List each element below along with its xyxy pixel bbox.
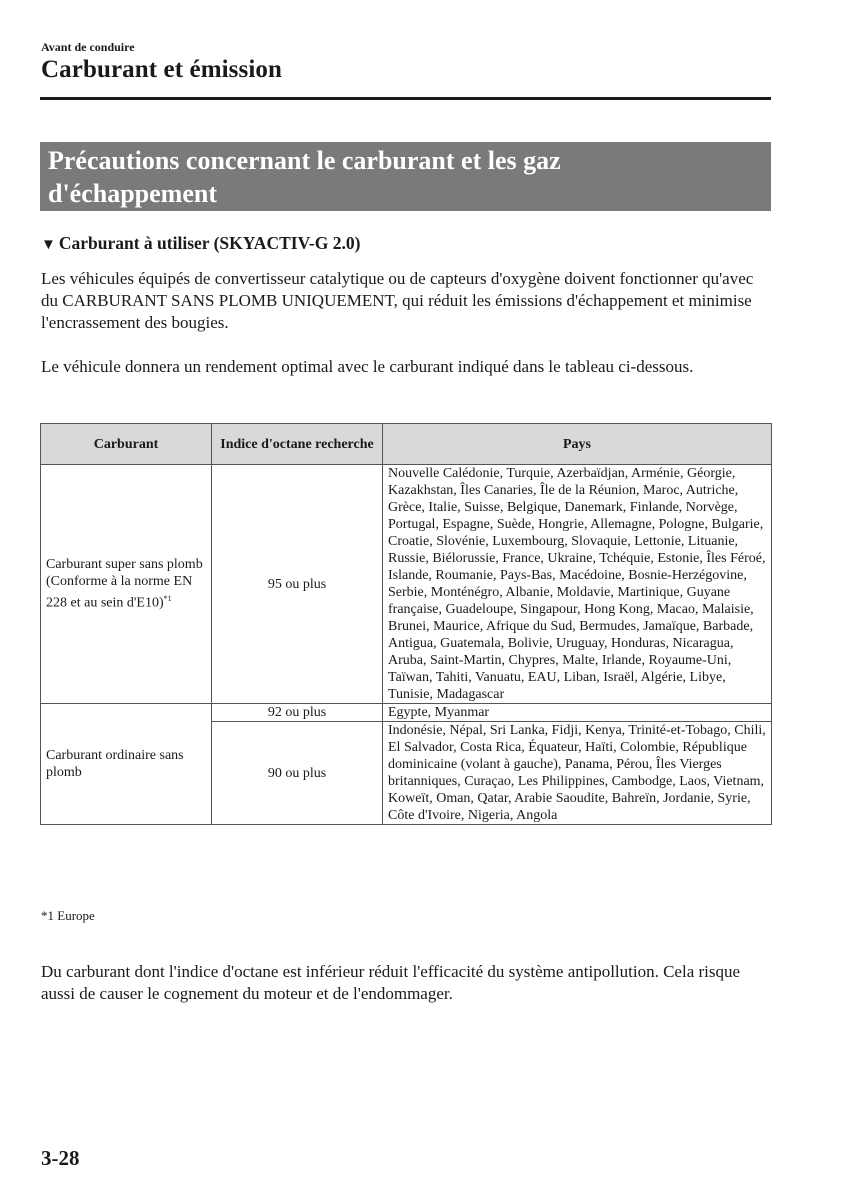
table-row: [41, 465, 772, 704]
header-fuel: Carburant: [41, 424, 212, 465]
chapter-label: Avant de conduire: [41, 40, 135, 54]
fuel-name-super: Carburant super sans plomb (Conforme à la norme EN 228 et au sein d'E10): [46, 557, 203, 611]
banner-title-line2: d'échappement: [48, 179, 217, 208]
table-header-row: [41, 424, 772, 465]
countries-cell-90: Indonésie, Népal, Sri Lanka, Fidji, Kenya, Trinité-et-Tobago, Chili, El Salvador, Costa Rica, Équateur, Haïti, Colombie, République dominicaine (volant à gauche), Panama, Pérou, Îles Vierges britanniques, Curaçao, Les Philippines, Cambodge, Laos, Vietnam, Koweït, Oman, Qatar, Arabie Saoudite, Bahreïn, Jordanie, Syrie, Côte d'Ivoire, Nigeria, Angola: [383, 722, 772, 825]
fuel-cell-super: [41, 465, 212, 704]
warning-paragraph: Du carburant dont l'indice d'octane est inférieur réduit l'efficacité du système antipollution. Cela risque aussi de causer le cognement du moteur et de l'endommager.: [41, 962, 741, 1003]
banner-title-line1: Précautions concernant le carburant et les gaz: [48, 146, 561, 175]
table-intro-paragraph: Le véhicule donnera un rendement optimal avec le carburant indiqué dans le tableau ci-dessous.: [41, 357, 694, 376]
footnote: *1 Europe: [41, 908, 95, 923]
countries-cell-95: Nouvelle Calédonie, Turquie, Azerbaïdjan, Arménie, Géorgie, Kazakhstan, Îles Canaries, Île de la Réunion, Maroc, Autriche, Grèce, Italie, Suisse, Belgique, Danemark, Finlande, Norvège, Portugal, Espagne, Suède, Hongrie, Allemagne, Pologne, Bulgarie, Croatie, Slovénie, Luxembourg, Slovaquie, Lettonie, Lituanie, Russie, Biélorussie, France, Ukraine, Tchéquie, Estonie, Îles Féroé, Islande, Roumanie, Pays-Bas, Macédoine, Bosnie-Herzégovine, Serbie, Monténégro, Albanie, Moldavie, Martinique, Guyane française, Guadeloupe, Singapour, Hong Kong, Macao, Malaisie, Brunei, Maurice, Afrique du Sud, Bermudes, Jamaïque, Barbade, Antigua, Guatemala, Bolivie, Uruguay, Honduras, Nicaragua, Aruba, Saint-Martin, Chypres, Malte, Irlande, Royaume-Uni, Taïwan, Tahiti, Vanuatu, EAU, Liban, Israël, Algérie, Libye, Tunisie, Madagascar: [383, 465, 772, 704]
intro-paragraph: Les véhicules équipés de convertisseur catalytique ou de capteurs d'oxygène doivent fonctionner qu'avec du CARBURANT SANS PLOMB UNIQUEMENT, qui réduit les émissions d'échappement et minimise l'encrassement des bougies.: [41, 269, 754, 332]
title-divider: [40, 97, 771, 100]
subheading: [41, 233, 360, 254]
fuel-table: [40, 423, 772, 825]
subheading-text: Carburant à utiliser (SKYACTIV-G 2.0): [58, 233, 361, 253]
footnote-ref: *1: [163, 594, 172, 604]
fuel-cell-regular: Carburant ordinaire sans plomb: [41, 704, 212, 825]
octane-cell-92: 92 ou plus: [212, 704, 383, 722]
header-octane: Indice d'octane recherche: [212, 424, 383, 465]
page-number: 3-28: [41, 1146, 80, 1170]
header-countries: Pays: [383, 424, 772, 465]
section-banner: [40, 142, 771, 211]
octane-cell-95: 95 ou plus: [212, 465, 383, 704]
triangle-down-icon: ▼: [41, 237, 56, 253]
page-title: Carburant et émission: [41, 56, 282, 83]
countries-cell-92: Egypte, Myanmar: [383, 704, 772, 722]
octane-cell-90: 90 ou plus: [212, 722, 383, 825]
table-row: [41, 704, 772, 722]
